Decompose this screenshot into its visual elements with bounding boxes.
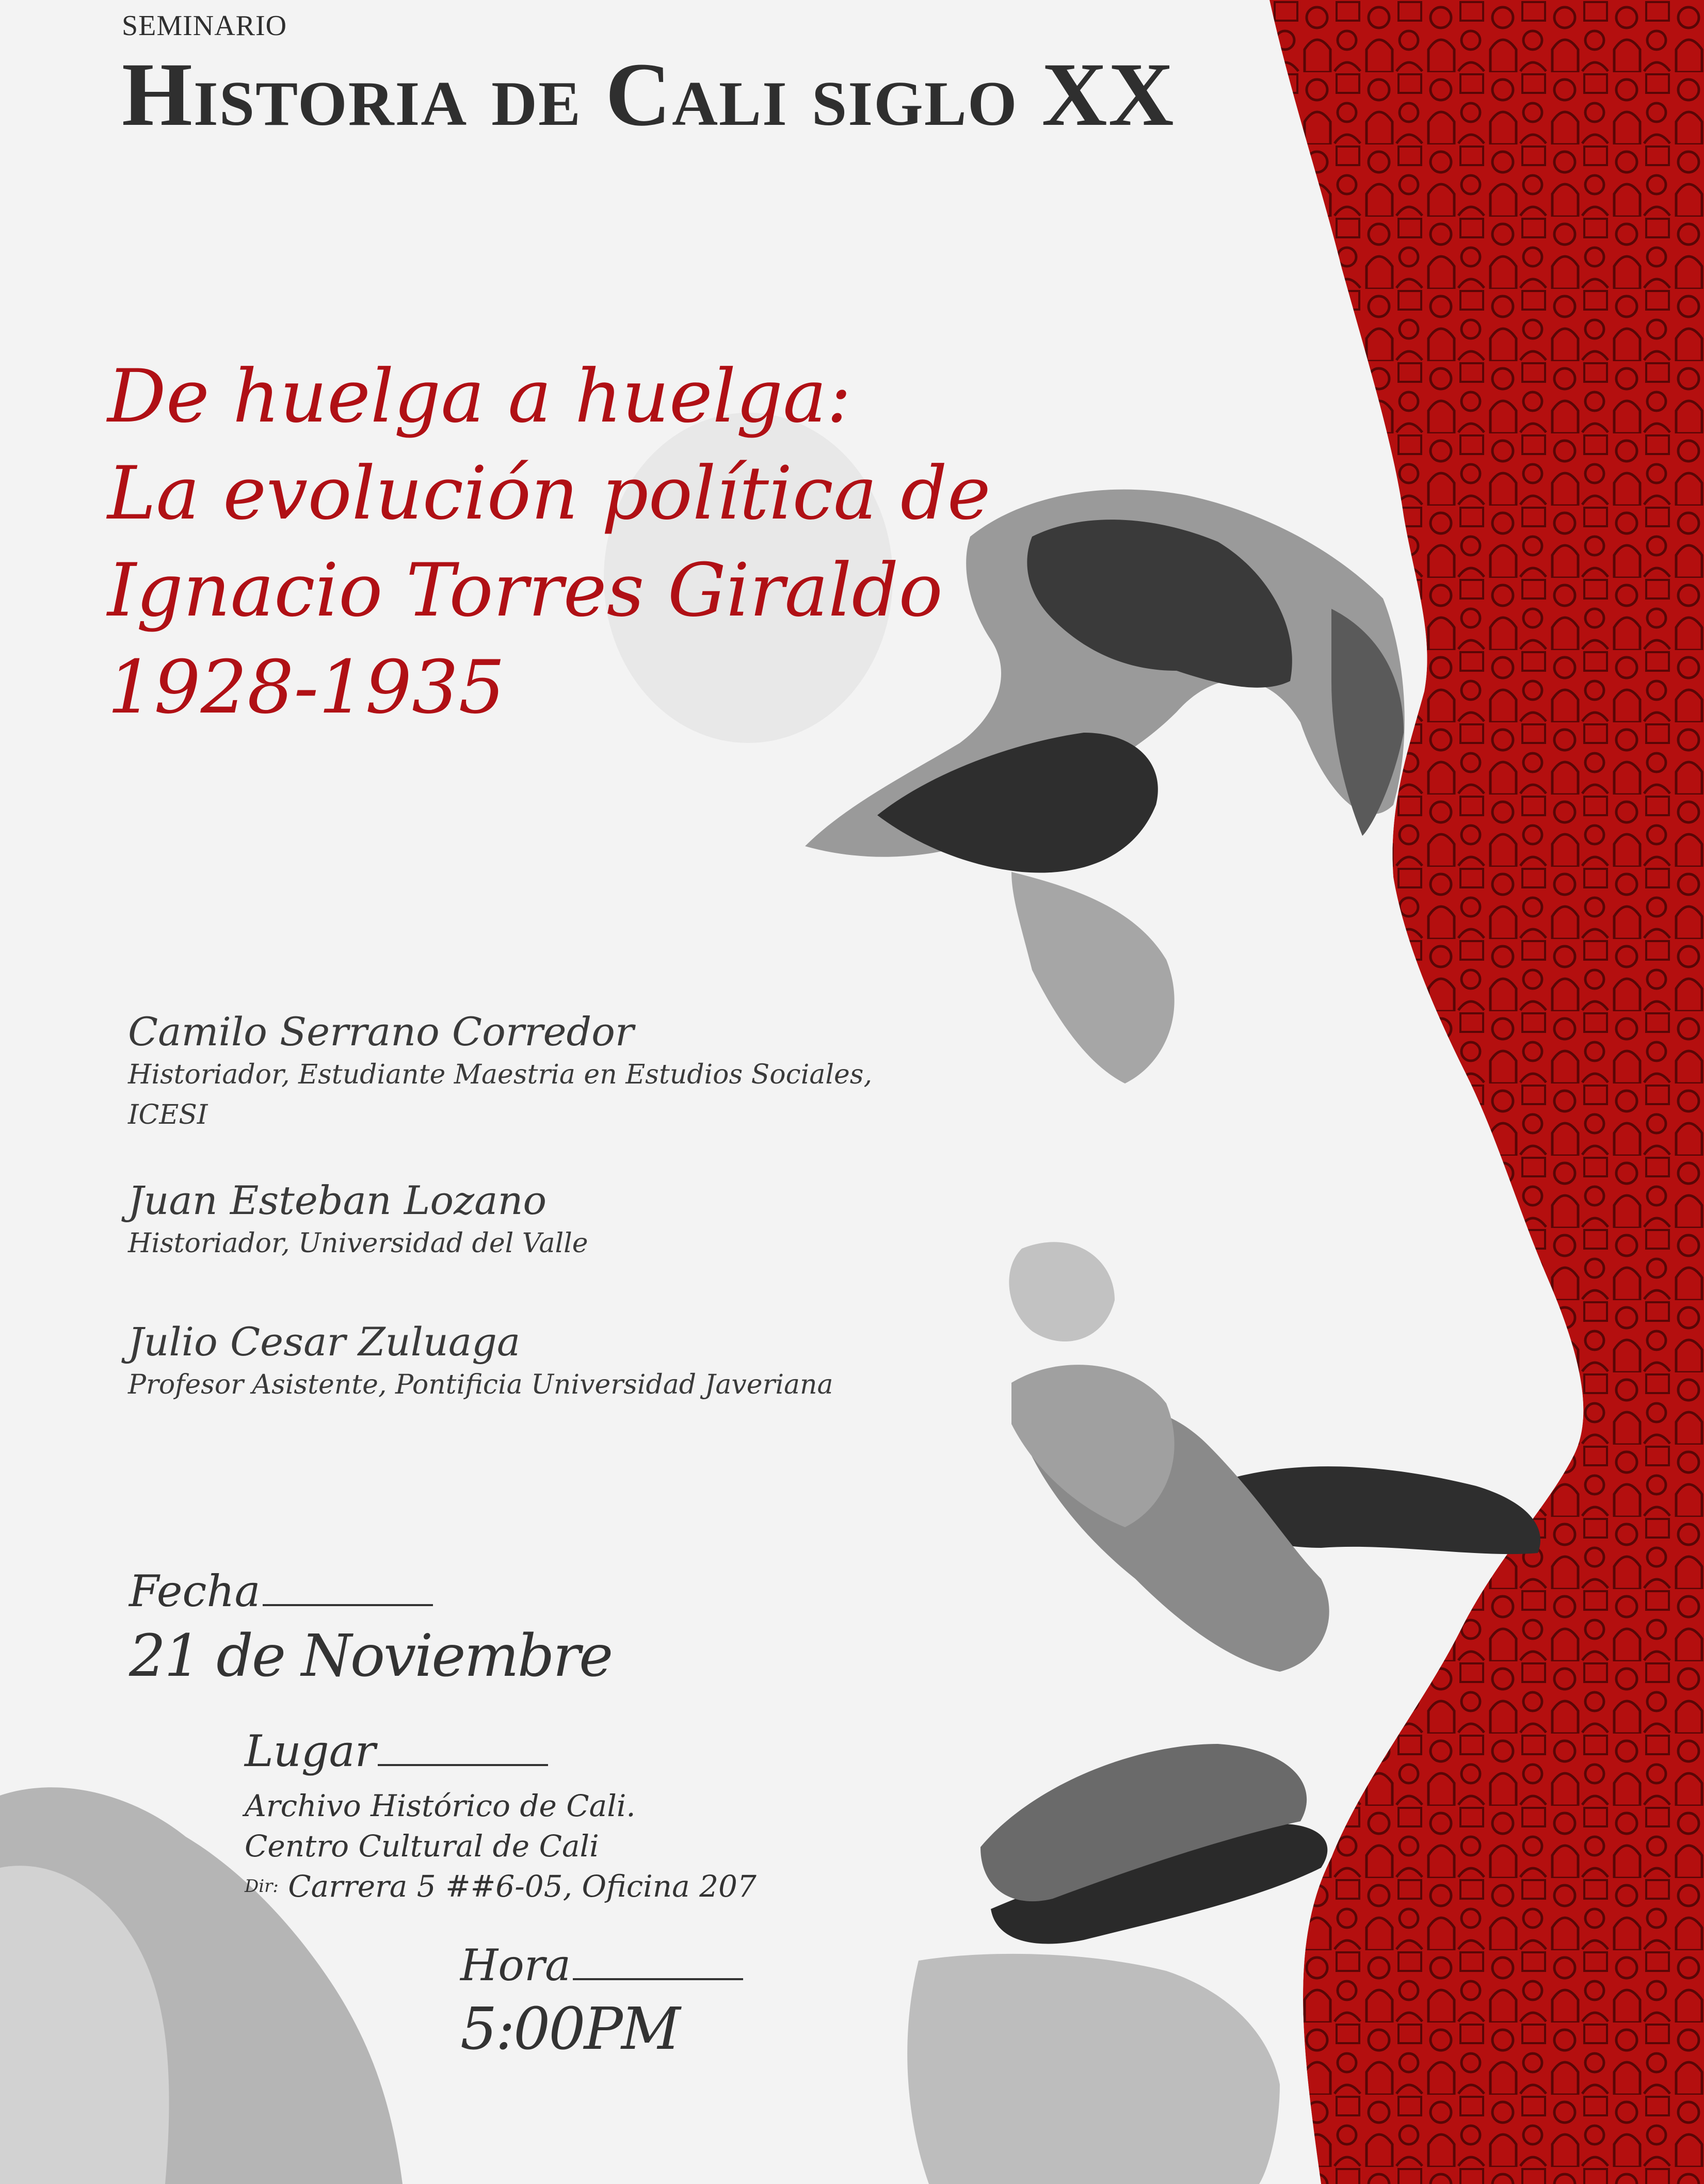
date-underline [263, 1601, 433, 1606]
speaker-1 [128, 1009, 928, 1135]
speaker-role: Profesor Asistente, Pontificia Universidad Javeriana [128, 1369, 833, 1400]
speaker-2 [128, 1177, 588, 1264]
time-underline [573, 1975, 743, 1980]
talk-title-line: De huelga a huelga: [107, 354, 851, 439]
address-prefix: Dir: [245, 1876, 279, 1897]
time-label: Hora [460, 1940, 571, 1991]
speaker-role: Historiador, Universidad del Valle [128, 1228, 588, 1259]
speaker-role: Historiador, Estudiante Maestria en Estudios Sociales, ICESI [128, 1059, 872, 1130]
address-text: Carrera 5 ##6-05, Oficina 207 [288, 1869, 757, 1904]
place-line: Centro Cultural de Cali [245, 1829, 599, 1864]
place-underline [378, 1761, 548, 1766]
speaker-name: Camilo Serrano Corredor [128, 1009, 634, 1055]
date-label: Fecha [129, 1566, 261, 1616]
place-block [245, 1726, 757, 1906]
seminar-kicker: SEMINARIO [122, 10, 287, 42]
speaker-name: Juan Esteban Lozano [128, 1177, 547, 1223]
speaker-3 [128, 1319, 833, 1405]
seminar-title: Historia de Cali siglo XX [122, 44, 1175, 145]
address-line [245, 1866, 757, 1906]
talk-title-line: 1928-1935 [107, 645, 505, 730]
place-label: Lugar [245, 1726, 376, 1776]
speaker-name: Julio Cesar Zuluaga [128, 1319, 521, 1365]
time-block [460, 1940, 743, 2063]
talk-title-line: Ignacio Torres Giraldo [107, 548, 943, 633]
date-block [129, 1566, 612, 1690]
place-line: Archivo Histórico de Cali. [245, 1788, 636, 1823]
date-value: 21 de Noviembre [129, 1623, 612, 1690]
time-value: 5:00PM [460, 1996, 679, 2063]
talk-title-line: La evolución política de [107, 451, 991, 536]
talk-title [107, 348, 991, 736]
